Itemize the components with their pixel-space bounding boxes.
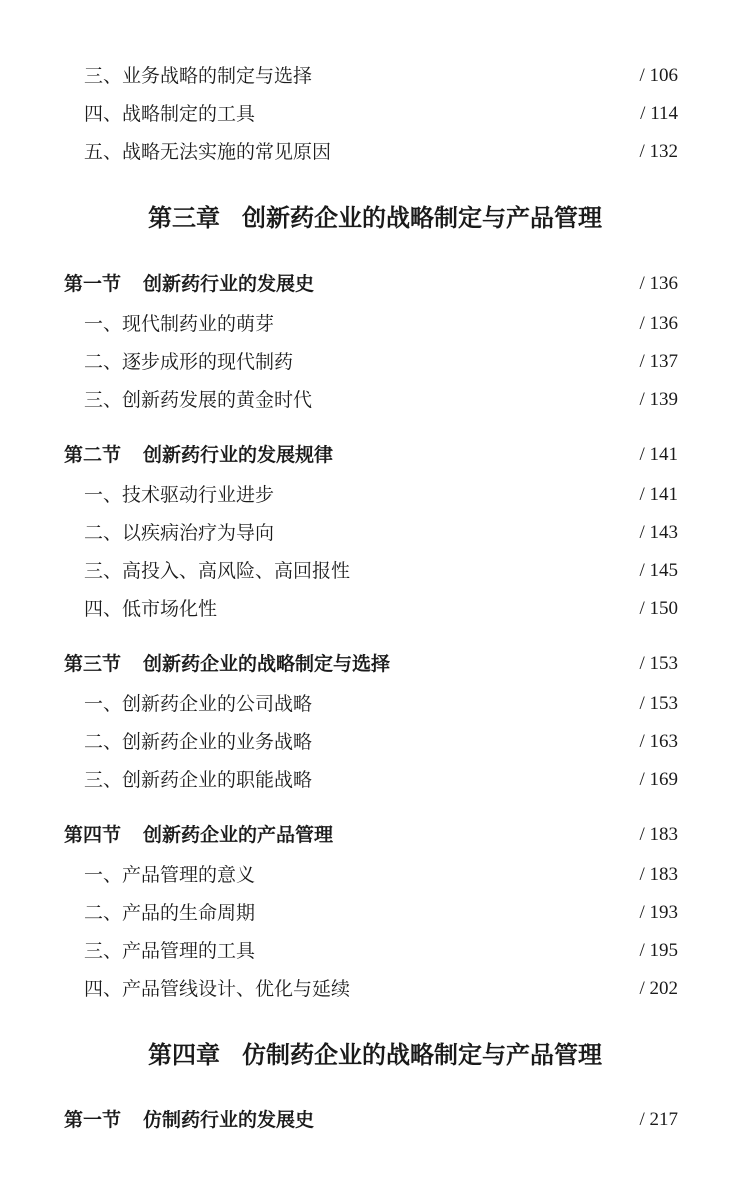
chapter-heading xyxy=(0,1033,750,1077)
toc-entry-page: / 195 xyxy=(639,940,678,961)
toc-entry-label: 三、创新药企业的职能战略 xyxy=(84,769,313,791)
toc-entry-label: 三、高投入、高风险、高回报性 xyxy=(84,560,351,582)
toc-entry-page: / 202 xyxy=(639,978,678,999)
toc-entry-label: 一、创新药企业的公司战略 xyxy=(84,693,313,715)
section-title: 创新药企业的产品管理 xyxy=(143,824,334,846)
toc-entry-page: / 137 xyxy=(639,351,678,372)
toc-entry-label: 二、产品的生命周期 xyxy=(84,902,256,924)
toc-entry-page: / 193 xyxy=(639,902,678,923)
section-title: 创新药企业的战略制定与选择 xyxy=(143,653,391,675)
toc-entry-page: / 145 xyxy=(639,560,678,581)
section-number: 第一节 xyxy=(64,273,122,295)
toc-entry xyxy=(0,515,750,551)
toc-entry xyxy=(0,762,750,798)
toc-entry xyxy=(0,477,750,513)
toc-entry-page: / 163 xyxy=(639,731,678,752)
toc-entry xyxy=(0,58,750,94)
toc-entry xyxy=(0,724,750,760)
toc-entry xyxy=(0,96,750,132)
toc-section-page: / 183 xyxy=(639,824,678,845)
toc-entry-page: / 106 xyxy=(639,65,678,86)
toc-section-page: / 217 xyxy=(639,1109,678,1130)
toc-section-page: / 141 xyxy=(639,444,678,465)
toc-entry-page: / 136 xyxy=(639,313,678,334)
section-title: 创新药行业的发展规律 xyxy=(143,444,334,466)
toc-entry-label: 二、逐步成形的现代制药 xyxy=(84,351,294,373)
section-title: 创新药行业的发展史 xyxy=(143,273,315,295)
toc-entry xyxy=(0,591,750,627)
section-title: 仿制药行业的发展史 xyxy=(143,1109,315,1131)
toc-entry xyxy=(0,857,750,893)
toc-section-page: / 153 xyxy=(639,653,678,674)
toc-entry-label: 一、技术驱动行业进步 xyxy=(84,484,275,506)
toc-entry-label: 五、战略无法实施的常见原因 xyxy=(84,141,332,163)
toc-section xyxy=(0,646,750,682)
toc-entry xyxy=(0,553,750,589)
toc-entry xyxy=(0,971,750,1007)
toc-entry xyxy=(0,895,750,931)
chapter-heading xyxy=(0,196,750,240)
chapter-title: 仿制药企业的战略制定与产品管理 xyxy=(242,1040,602,1069)
toc-entry xyxy=(0,306,750,342)
toc-entry xyxy=(0,686,750,722)
toc-entry-label: 三、业务战略的制定与选择 xyxy=(84,65,313,87)
toc-entry-label: 一、产品管理的意义 xyxy=(84,864,256,886)
toc-section xyxy=(0,817,750,853)
toc-entry-label: 一、现代制药业的萌芽 xyxy=(84,313,275,335)
chapter-number: 第三章 xyxy=(148,203,220,232)
toc-entry-page: / 132 xyxy=(639,141,678,162)
toc-section xyxy=(0,266,750,302)
toc-entry-label: 三、产品管理的工具 xyxy=(84,940,256,962)
toc-entry-label: 四、低市场化性 xyxy=(84,598,218,620)
toc-entry-page: / 169 xyxy=(639,769,678,790)
section-number: 第二节 xyxy=(64,444,122,466)
toc-section-page: / 136 xyxy=(639,273,678,294)
chapter-number: 第四章 xyxy=(148,1040,220,1069)
toc-entry-label: 三、创新药发展的黄金时代 xyxy=(84,389,313,411)
toc-entry-page: / 153 xyxy=(639,693,678,714)
toc-entry-label: 二、以疾病治疗为导向 xyxy=(84,522,275,544)
toc-entry-label: 四、产品管线设计、优化与延续 xyxy=(84,978,351,1000)
toc-entry-label: 二、创新药企业的业务战略 xyxy=(84,731,313,753)
toc-entry xyxy=(0,933,750,969)
section-number: 第一节 xyxy=(64,1109,122,1131)
toc-entry xyxy=(0,344,750,380)
toc-section xyxy=(0,1102,750,1138)
section-number: 第四节 xyxy=(64,824,122,846)
toc-section xyxy=(0,437,750,473)
toc-entry-page: / 139 xyxy=(639,389,678,410)
chapter-title: 创新药企业的战略制定与产品管理 xyxy=(242,203,602,232)
toc-entry xyxy=(0,134,750,170)
section-number: 第三节 xyxy=(64,653,122,675)
toc-entry-page: / 150 xyxy=(639,598,678,619)
toc-entry xyxy=(0,382,750,418)
toc-entry-page: / 183 xyxy=(639,864,678,885)
toc-entry-page: / 143 xyxy=(639,522,678,543)
toc-entry-page: / 114 xyxy=(640,103,678,124)
toc-entry-label: 四、战略制定的工具 xyxy=(84,103,256,125)
toc-entry-page: / 141 xyxy=(639,484,678,505)
